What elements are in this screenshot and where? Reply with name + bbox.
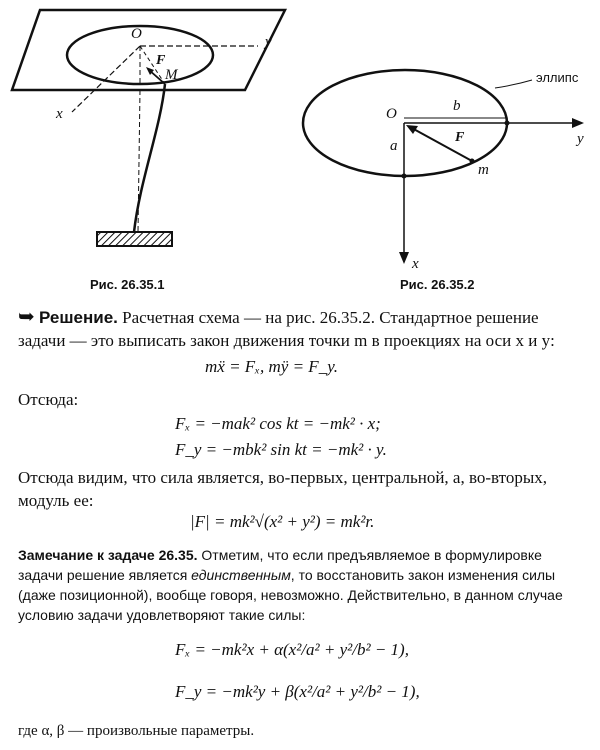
remark-footer: где α, β — произвольные параметры. [18, 723, 255, 739]
elastic-rod-dashed [138, 90, 140, 232]
fig1-label-y: y [265, 34, 272, 50]
equation-fy: F_y = −mbk² sin kt = −mk² · y. [175, 440, 387, 459]
remark-text-after: , то восстановить закон изменения силы (даже позиционной), вообще говоря, невозможно. Действительно, в данном случае условию задачи удовлетворяют такие силы: [18, 567, 563, 623]
point-b [505, 121, 510, 126]
ground-hatching [97, 232, 172, 246]
point-a [402, 174, 407, 179]
solution-text-2: Отсюда видим, что сила является, во-первых, центральной, а, во-вторых, модуль ее: [18, 468, 548, 510]
x-axis-line [72, 46, 140, 112]
solution-heading: Решение. [39, 308, 118, 327]
point-m [470, 159, 475, 164]
solution-paragraph [18, 306, 586, 352]
fig2-label-force: F [455, 130, 465, 145]
fig2-y-arrowhead [572, 118, 584, 128]
figure-26-35-1 [0, 0, 600, 300]
remark-emphasis: единственным [191, 567, 291, 583]
equation-motion: mẍ = Fₓ, mÿ = F_y. [205, 357, 339, 376]
equation-general-fx: Fₓ = −mk²x + α(x²/a² + y²/b² − 1), [175, 640, 409, 659]
plane [12, 10, 285, 90]
equation-general-fy: F_y = −mk²y + β(x²/a² + y²/b² − 1), [175, 682, 420, 701]
fig2-label-x: x [412, 256, 419, 272]
remark-paragraph [18, 545, 586, 625]
arrow-icon: ➥ [18, 306, 35, 328]
fig2-x-arrowhead [399, 252, 409, 264]
equation-modulus: |F| = mk²√(x² + y²) = mk²r. [190, 512, 375, 531]
solution-text-1: Расчетная схема — на рис. 26.35.2. Стандартное решение задачи — это выписать закон движения точки m в проекциях на оси x и y: [18, 308, 555, 350]
fig2-label-ellipse: эллипс [536, 70, 579, 85]
from-here-label: Отсюда: [18, 390, 79, 409]
figure-26-35-2 [303, 70, 584, 264]
fig1-label-point: M [165, 67, 178, 83]
ellipse-leader [495, 80, 532, 88]
fig2-label-b: b [453, 98, 461, 114]
fig2-label-origin: O [386, 106, 397, 122]
fig1-caption: Рис. 26.35.1 [90, 277, 165, 292]
fig2-label-a: a [390, 138, 398, 154]
remark-text-before: Отметим, что если предъявляемое в формулировке задачи решение является [18, 547, 542, 583]
fig2-caption: Рис. 26.35.2 [400, 277, 475, 292]
fig2-label-y: y [577, 131, 584, 147]
remark-heading: Замечание к задаче 26.35. [18, 547, 198, 563]
equation-fx: Fₓ = −mak² cos kt = −mk² · x; [175, 414, 381, 433]
fig1-label-origin: O [131, 26, 142, 42]
fig1-label-x: x [56, 106, 63, 122]
fig2-label-point: m [478, 162, 489, 178]
fig1-label-force: F [156, 53, 166, 68]
